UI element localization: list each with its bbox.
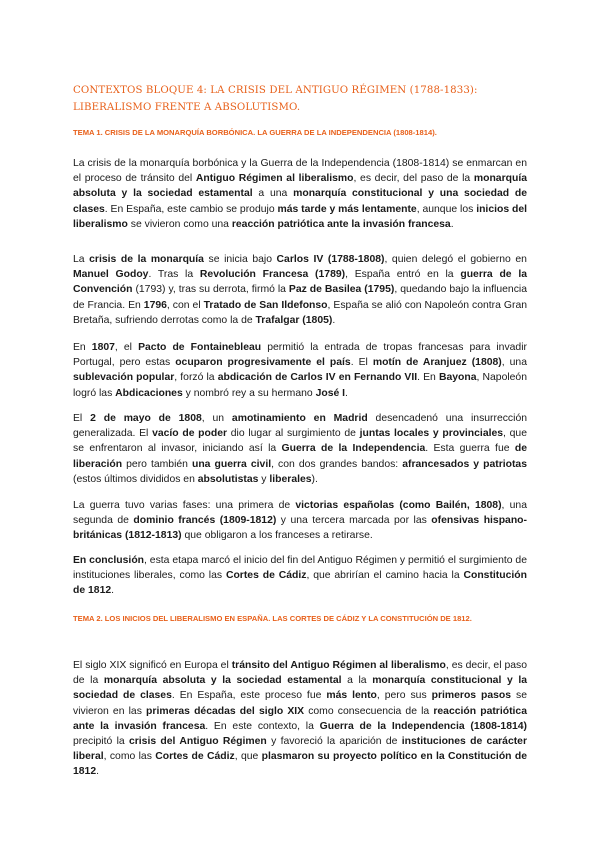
bold-term: sublevación popular: [73, 372, 175, 384]
text-run: permitió la entrada de tropas francesas para invadir Portugal, pero estas: [73, 342, 527, 369]
bold-term: Trafalgar (1805): [255, 314, 333, 326]
paragraph-conclusion: [73, 553, 527, 599]
text-run: , una segunda de: [73, 500, 527, 527]
bold-term: primeros pasos: [431, 690, 512, 702]
tema-1-heading: TEMA 1. CRISIS DE LA MONARQUÍA BORBÓNICA. LA GUERRA DE LA INDEPENDENCIA (1808-1814).: [73, 128, 437, 137]
text-run: En: [73, 342, 92, 353]
bold-term: juntas locales y provinciales: [359, 428, 504, 440]
text-run: . En España, este cambio se produjo: [104, 203, 278, 215]
bold-term: Manuel Godoy: [73, 269, 149, 281]
bold-term: Cortes de Cádiz: [225, 570, 307, 582]
bold-term: monarquía constitucional y una sociedad de clases: [73, 188, 527, 215]
text-run: . En España, este proceso fue: [171, 690, 327, 702]
text-run: .: [111, 585, 115, 597]
text-run: El siglo XIX significó en Europa el: [73, 660, 232, 671]
text-run: como consecuencia de la: [304, 705, 434, 717]
text-run: , que abrirían el camino hacia la: [306, 570, 464, 582]
text-run: , Napoleón logró las: [73, 372, 527, 399]
bold-term: reacción patriótica ante la invasión francesa: [73, 705, 527, 732]
bold-term: inicios del liberalismo: [73, 203, 528, 230]
bold-term: Guerra de la Independencia: [281, 443, 426, 455]
text-run: .: [96, 766, 100, 778]
text-run: , pero sus: [376, 690, 432, 702]
text-run: ).: [311, 473, 318, 485]
text-run: , España se alió con Napoleón contra Gran Bretaña, sufriendo derrotas como la de: [73, 299, 527, 326]
text-run: y: [258, 473, 270, 485]
bold-term: absolutistas: [197, 473, 259, 485]
bold-term: de liberación: [73, 443, 528, 470]
bold-term: instituciones de carácter liberal: [73, 736, 527, 763]
bold-term: Constitución de 1812: [73, 570, 527, 597]
text-run: , quien delegó el gobierno en: [384, 254, 527, 265]
text-run: , aunque los: [416, 203, 477, 215]
bold-term: vacío de poder: [152, 428, 228, 440]
text-run: , una: [501, 357, 527, 369]
bold-term: victorias españolas (como Bailén, 1808): [295, 500, 502, 511]
text-run: .: [450, 218, 454, 230]
bold-term: Revolución Francesa (1789): [199, 269, 346, 281]
text-run: .: [332, 314, 336, 326]
bold-term: Bayona: [438, 372, 477, 384]
bold-term: una guerra civil: [191, 458, 272, 470]
paragraph-crisis-monarquia: [73, 252, 527, 328]
bold-term: plasmaron su proyecto político en la Constitución de 1812: [73, 751, 527, 778]
bold-term: ofensivas hispano-británicas (1812-1813): [73, 515, 527, 542]
bold-term: más tarde y más lentamente: [277, 203, 417, 215]
bold-term: más lento: [326, 690, 377, 702]
paragraph-fases-guerra: [73, 498, 527, 544]
text-run: a la: [341, 675, 373, 687]
text-run: precipitó la: [73, 736, 129, 748]
text-run: se vivieron como una: [127, 218, 232, 230]
bold-term: Guerra de la Independencia (1808-1814): [319, 720, 527, 732]
paragraph-siglo-xix: [73, 658, 527, 780]
text-run: desencadenó una insurrección generalizada. El: [73, 413, 527, 440]
text-run: , España entró en la: [345, 269, 461, 281]
bold-term: Paz de Basilea (1795): [288, 284, 395, 296]
bold-term: liberales: [269, 473, 312, 485]
bold-term: monarquía absoluta y la sociedad estamental: [103, 675, 342, 687]
text-run: , es decir, del paso de la: [353, 173, 474, 185]
text-run: . Esta guerra fue: [425, 443, 515, 455]
text-run: pero también: [122, 458, 192, 470]
text-run: se inicia bajo: [203, 254, 277, 265]
bold-term: dominio francés (1809-1812): [133, 515, 277, 527]
text-run: , como las: [103, 751, 156, 763]
text-run: se vivieron en las: [73, 690, 527, 717]
bold-term: guerra de la Convención: [73, 269, 527, 296]
text-run: La guerra tuvo varias fases: una primera de: [73, 500, 296, 511]
text-run: , con dos grandes bandos:: [271, 458, 403, 470]
paragraph-intro: [73, 156, 527, 232]
text-run: que obligaron a los franceses a retirarse.: [181, 530, 373, 542]
text-run: a una: [252, 188, 294, 200]
paragraph-fontainebleau: [73, 340, 527, 401]
bold-term: monarquía constitucional y la sociedad de clases: [73, 675, 527, 702]
text-run: , esta etapa marcó el inicio del fin del Antiguo Régimen y permitió el surgimiento de instituciones liberales, como las: [73, 555, 527, 582]
bold-term: amotinamiento en Madrid: [231, 413, 368, 424]
text-run: , el: [114, 342, 139, 353]
bold-term: Pacto de Fontainebleau: [138, 342, 262, 353]
text-run: .: [345, 387, 348, 399]
bold-term: afrancesados y patriotas: [402, 458, 527, 470]
tema-2-heading: TEMA 2. LOS INICIOS DEL LIBERALISMO EN ESPAÑA. LAS CORTES DE CÁDIZ Y LA CONSTITUCIÓN DE 1812.: [73, 614, 472, 623]
text-run: y nombró rey a su hermano: [182, 387, 316, 399]
text-run: dio lugar al surgimiento de: [227, 428, 360, 440]
text-run: , quedando bajo la influencia de Francia. En: [73, 284, 527, 311]
bloque-title: CONTEXTOS BLOQUE 4: LA CRISIS DEL ANTIGUO RÉGIMEN (1788-1833): LIBERALISMO FRENTE A ABSOLUTISMO.: [73, 85, 478, 113]
text-run: y favoreció la aparición de: [266, 736, 402, 748]
text-run: (1793) y, tras su derrota, firmó la: [132, 284, 289, 296]
text-run: y una tercera marcada por las: [276, 515, 432, 527]
text-run: . En este contexto, la: [205, 720, 320, 732]
bold-term: Abdicaciones: [115, 387, 183, 399]
text-run: La crisis de la monarquía borbónica y la Guerra de la Independencia (1808-1814) se enmarcan en el proceso de tránsito del: [73, 158, 527, 185]
bold-term: tránsito del Antiguo Régimen al liberalismo: [231, 660, 446, 671]
bold-term: Tratado de San Ildefonso: [203, 299, 328, 311]
bold-term: 1807: [91, 342, 115, 353]
bold-term: Cortes de Cádiz: [155, 751, 235, 763]
text-run: , un: [201, 413, 232, 424]
bold-term: José I: [315, 387, 346, 399]
text-run: , con el: [166, 299, 204, 311]
bold-term: crisis del Antiguo Régimen: [128, 736, 267, 748]
bold-term: reacción patriótica ante la invasión francesa: [231, 218, 451, 230]
bold-term: 2 de mayo de 1808: [90, 413, 202, 424]
text-run: . El: [350, 357, 373, 369]
bold-term: motín de Aranjuez (1808): [372, 357, 502, 369]
paragraph-2-de-mayo: [73, 411, 527, 487]
bold-term: abdicación de Carlos IV en Fernando VII: [217, 372, 418, 384]
bold-term: En conclusión: [73, 555, 145, 566]
text-run: (estos últimos divididos en: [73, 473, 198, 485]
text-run: , que: [234, 751, 262, 763]
bold-term: monarquía absoluta y la sociedad estamental: [73, 173, 527, 200]
text-run: El: [73, 413, 91, 424]
bold-term: crisis de la monarquía: [89, 254, 204, 265]
text-run: . Tras la: [148, 269, 200, 281]
bold-term: Carlos IV (1788-1808): [276, 254, 385, 265]
text-run: La: [73, 254, 90, 265]
bold-term: 1796: [143, 299, 167, 311]
bold-term: primeras décadas del siglo XIX: [146, 705, 305, 717]
text-run: , es decir, el paso de la: [73, 660, 527, 687]
bold-term: ocuparon progresivamente el país: [175, 357, 351, 369]
bold-term: Antiguo Régimen al liberalismo: [195, 173, 354, 185]
text-run: . En: [417, 372, 439, 384]
text-run: , forzó la: [174, 372, 218, 384]
text-run: , que se enfrentaron al invasor, iniciando así la: [73, 428, 527, 455]
